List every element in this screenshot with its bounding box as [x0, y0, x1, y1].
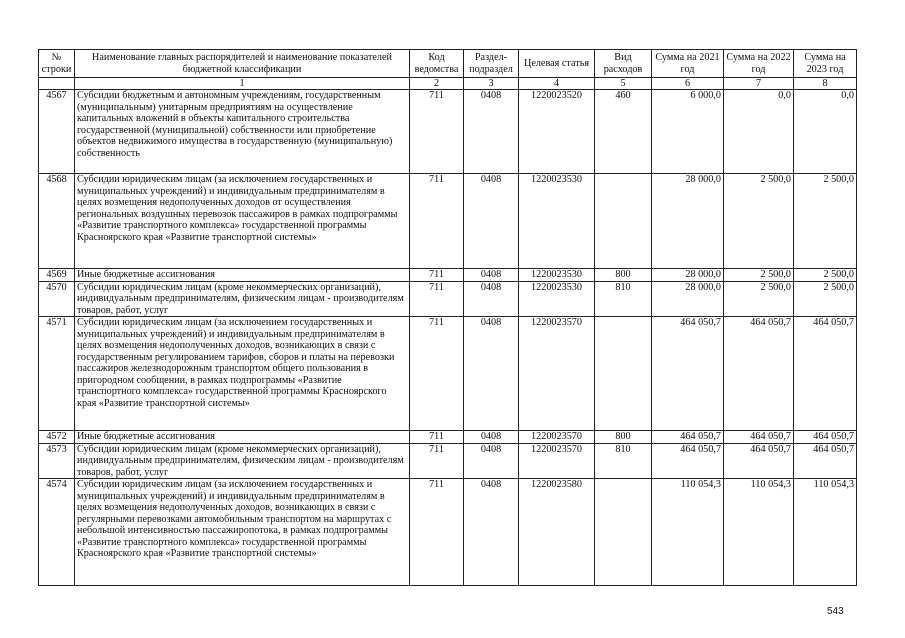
department-code: 711	[410, 90, 464, 174]
target-article: 1220023530	[519, 281, 595, 317]
row-name: Иные бюджетные ассигнования	[75, 269, 410, 282]
sum-2023: 0,0	[794, 90, 857, 174]
department-code: 711	[410, 269, 464, 282]
expense-type: 810	[595, 443, 652, 479]
header-expense-type: Вид расходов	[595, 50, 652, 78]
row-name: Субсидии бюджетным и автономным учреждениям, государственным (муниципальным) унитарным предприятиям на осуществление капитальных вложений в объекты капитального строительства государственной (муниципальной) собственности или приобретение объектов недвижимого имущества в государственную (муниципальную) собственность	[75, 90, 410, 174]
department-code: 711	[410, 174, 464, 269]
expense-type: 810	[595, 281, 652, 317]
column-number: 7	[724, 78, 794, 90]
sum-2023: 464 050,7	[794, 317, 857, 431]
table-row	[39, 317, 857, 431]
target-article: 1220023570	[519, 431, 595, 444]
table-body	[39, 90, 857, 586]
row-number: 4567	[39, 90, 75, 174]
row-number: 4570	[39, 281, 75, 317]
department-code: 711	[410, 281, 464, 317]
table-row	[39, 281, 857, 317]
header-section: Раздел-подраздел	[464, 50, 519, 78]
table-row	[39, 174, 857, 269]
column-number-blank	[39, 78, 75, 90]
sum-2022: 0,0	[724, 90, 794, 174]
target-article: 1220023580	[519, 479, 595, 586]
sum-2022: 464 050,7	[724, 431, 794, 444]
expense-type: 800	[595, 431, 652, 444]
table-row	[39, 431, 857, 444]
header-name: Наименование главных распорядителей и наименование показателей бюджетной классификации	[75, 50, 410, 78]
section-code: 0408	[464, 317, 519, 431]
header-row-number: № строки	[39, 50, 75, 78]
row-name: Иные бюджетные ассигнования	[75, 431, 410, 444]
target-article: 1220023530	[519, 269, 595, 282]
sum-2021: 6 000,0	[652, 90, 724, 174]
sum-2022: 2 500,0	[724, 281, 794, 317]
section-code: 0408	[464, 174, 519, 269]
table-row	[39, 443, 857, 479]
sum-2022: 464 050,7	[724, 317, 794, 431]
column-number: 2	[410, 78, 464, 90]
header-sum-2023: Сумма на 2023 год	[794, 50, 857, 78]
expense-type	[595, 174, 652, 269]
sum-2022: 2 500,0	[724, 269, 794, 282]
sum-2021: 464 050,7	[652, 317, 724, 431]
section-code: 0408	[464, 281, 519, 317]
section-code: 0408	[464, 479, 519, 586]
row-name: Субсидии юридическим лицам (за исключением государственных и муниципальных учреждений) и индивидуальным предпринимателям в целях возмещения недополученных доходов, возникающих в связи с регулярными перевозками автомобильным транспортом на маршрутах с небольшой интенсивностью пассажиропотока, в рамках подпрограммы «Развитие транспортного комплекса» государственной программы Красноярского края «Развитие транспортной системы»	[75, 479, 410, 586]
sum-2022: 2 500,0	[724, 174, 794, 269]
target-article: 1220023530	[519, 174, 595, 269]
page-number: 543	[827, 606, 844, 617]
sum-2023: 464 050,7	[794, 431, 857, 444]
sum-2021: 28 000,0	[652, 269, 724, 282]
sum-2023: 2 500,0	[794, 174, 857, 269]
column-number: 4	[519, 78, 595, 90]
sum-2021: 110 054,3	[652, 479, 724, 586]
row-name: Субсидии юридическим лицам (кроме некоммерческих организаций), индивидуальным предпринимателям, физическим лицам - производителям товаров, работ, услуг	[75, 281, 410, 317]
sum-2021: 28 000,0	[652, 281, 724, 317]
row-number: 4574	[39, 479, 75, 586]
column-number: 1	[75, 78, 410, 90]
column-number: 3	[464, 78, 519, 90]
sum-2021: 28 000,0	[652, 174, 724, 269]
row-number: 4571	[39, 317, 75, 431]
table-row	[39, 479, 857, 586]
row-number: 4573	[39, 443, 75, 479]
department-code: 711	[410, 431, 464, 444]
sum-2023: 2 500,0	[794, 269, 857, 282]
header-sum-2022: Сумма на 2022 год	[724, 50, 794, 78]
column-number: 5	[595, 78, 652, 90]
expense-type	[595, 317, 652, 431]
table-row	[39, 269, 857, 282]
section-code: 0408	[464, 90, 519, 174]
target-article: 1220023520	[519, 90, 595, 174]
target-article: 1220023570	[519, 443, 595, 479]
column-number: 6	[652, 78, 724, 90]
sum-2023: 2 500,0	[794, 281, 857, 317]
section-code: 0408	[464, 443, 519, 479]
sum-2023: 110 054,3	[794, 479, 857, 586]
sum-2021: 464 050,7	[652, 443, 724, 479]
expense-type	[595, 479, 652, 586]
row-number: 4569	[39, 269, 75, 282]
header-department-code: Код ведомства	[410, 50, 464, 78]
sum-2022: 110 054,3	[724, 479, 794, 586]
header-target-article: Целевая статья	[519, 50, 595, 78]
column-number-row	[39, 78, 857, 90]
row-number: 4568	[39, 174, 75, 269]
expense-type: 460	[595, 90, 652, 174]
section-code: 0408	[464, 269, 519, 282]
expense-type: 800	[595, 269, 652, 282]
row-name: Субсидии юридическим лицам (за исключением государственных и муниципальных учреждений) и индивидуальным предпринимателям в целях возмещения недополученных доходов, возникающих в связи с государственным регулированием тарифов, сборов и платы на перевозки пассажиров железнодорожным транспортом общего пользования в пригородном сообщении, в рамках подпрограммы «Развитие транспортного комплекса» государственной программы Красноярского края «Развитие транспортной системы»	[75, 317, 410, 431]
sum-2022: 464 050,7	[724, 443, 794, 479]
target-article: 1220023570	[519, 317, 595, 431]
sum-2021: 464 050,7	[652, 431, 724, 444]
table-row	[39, 90, 857, 174]
sum-2023: 464 050,7	[794, 443, 857, 479]
department-code: 711	[410, 479, 464, 586]
row-name: Субсидии юридическим лицам (кроме некоммерческих организаций), индивидуальным предпринимателям, физическим лицам - производителям товаров, работ, услуг	[75, 443, 410, 479]
budget-table	[38, 49, 857, 586]
column-number: 8	[794, 78, 857, 90]
department-code: 711	[410, 317, 464, 431]
row-name: Субсидии юридическим лицам (за исключением государственных и муниципальных учреждений) и индивидуальным предпринимателям в целях возмещения недополученных доходов от осуществления региональных воздушных перевозок пассажиров в рамках подпрограммы «Развитие транспортного комплекса» государственной программы Красноярского края «Развитие транспортной системы»	[75, 174, 410, 269]
department-code: 711	[410, 443, 464, 479]
section-code: 0408	[464, 431, 519, 444]
row-number: 4572	[39, 431, 75, 444]
header-sum-2021: Сумма на 2021 год	[652, 50, 724, 78]
header-row	[39, 50, 857, 78]
